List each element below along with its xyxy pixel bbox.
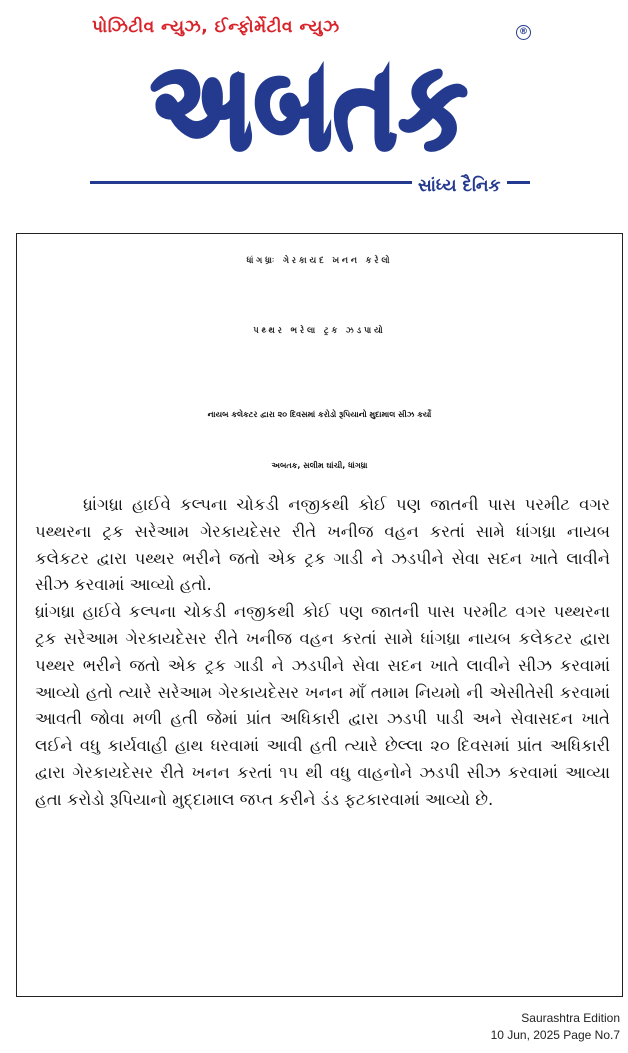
masthead-tagline: પોઝિટીવ ન્યુઝ, ઈન્ફોર્મેટીવ ન્યુઝ: [92, 17, 340, 37]
article-paragraph: ધ્રાંગધ્રા હાઈવે કલ્પના ચોકડી નજીકથી કોઈ પણ જાતની પાસ પરમીટ વગર પથ્થરના ટ્રક સરેઆમ ગેરકાયદેસર રીતે ખનીજ વહન કરતાં સામે ધાંગધ્રા નાયબ કલેકટર દ્વારા પથ્થર ભરીને જતો એક ટ્રક ગાડી ને ઝડપીને સેવા સદન ખાતે લાવીને સીઝ કરવામાં આવ્યો હતો.: [35, 495, 610, 595]
masthead-subtitle: સાંધ્ય દૈનિક: [412, 176, 507, 196]
article-body: [35, 492, 610, 814]
headline-line-1: ધાંગધ્રાઃ ગેરકાયદ ખનન કરેલો: [246, 255, 393, 266]
page-footer: [491, 1010, 620, 1044]
date-page-label: 10 Jun, 2025 Page No.7: [490, 1028, 620, 1042]
article-box: [16, 233, 623, 997]
byline: અબતક, સલીમ ઘાંચી, ધાંગધ્રા: [271, 461, 368, 470]
masthead: [0, 0, 628, 215]
logo-text: અબતક: [151, 36, 469, 176]
newspaper-logo: [90, 36, 530, 176]
registered-mark-icon: ®: [516, 25, 531, 40]
edition-label: Saurashtra Edition: [521, 1011, 620, 1025]
subheadline: નાયબ કલેકટર દ્વારા ૨૦ દિવસમાં કરોડો રૂપિયાનો મુદામાલ સીઝ કર્યો: [207, 410, 432, 419]
headline-line-2: પથ્થર ભરેલા ટ્રક ઝડપાયો: [253, 325, 386, 336]
article-paragraph: ધ્રાંગધ્રા હાઈવે કલ્પના ચોકડી નજીકથી કોઈ પણ જાતની પાસ પરમીટ વગર પથ્થરના ટ્રક સરેઆમ ગેરકાયદેસર રીતે ખનીજ વહન કરતાં સામે ધાંગધ્રા નાયબ કલેકટર દ્વારા પથ્થર ભરીને જતો એક ટ્રક ગાડી ને ઝડપીને સેવા સદન ખાતે લાવીને સીઝ કરવામાં આવ્યો હતો ત્યારે સરેઆમ ગેરકાયદેસર ખનન માઁ તમામ નિયમો ની એસીતેસી કરવામાં આવતી જોવા મળી હતી જેમાં પ્રાંત અધિકારી દ્વારા ઝડપી પાડી અને સેવાસદન ખાતે લઈને વધુ કાર્યવાહી હાથ ધરવામાં આવી હતી ત્યારે છેલ્લા ૨૦ દિવસમાં પ્રાંત અધિકારી દ્વારા ગેરકાયદેસર રીતે ખનન કરતાં ૧૫ થી વધુ વાહનોને ઝડપી સીઝ કરવામાં આવ્યા હતા કરોડો રૂપિયાનો મુદ્દામાલ જપ્ત કરીને ડંડ ફટકારવામાં આવ્યો છે.: [35, 602, 610, 809]
